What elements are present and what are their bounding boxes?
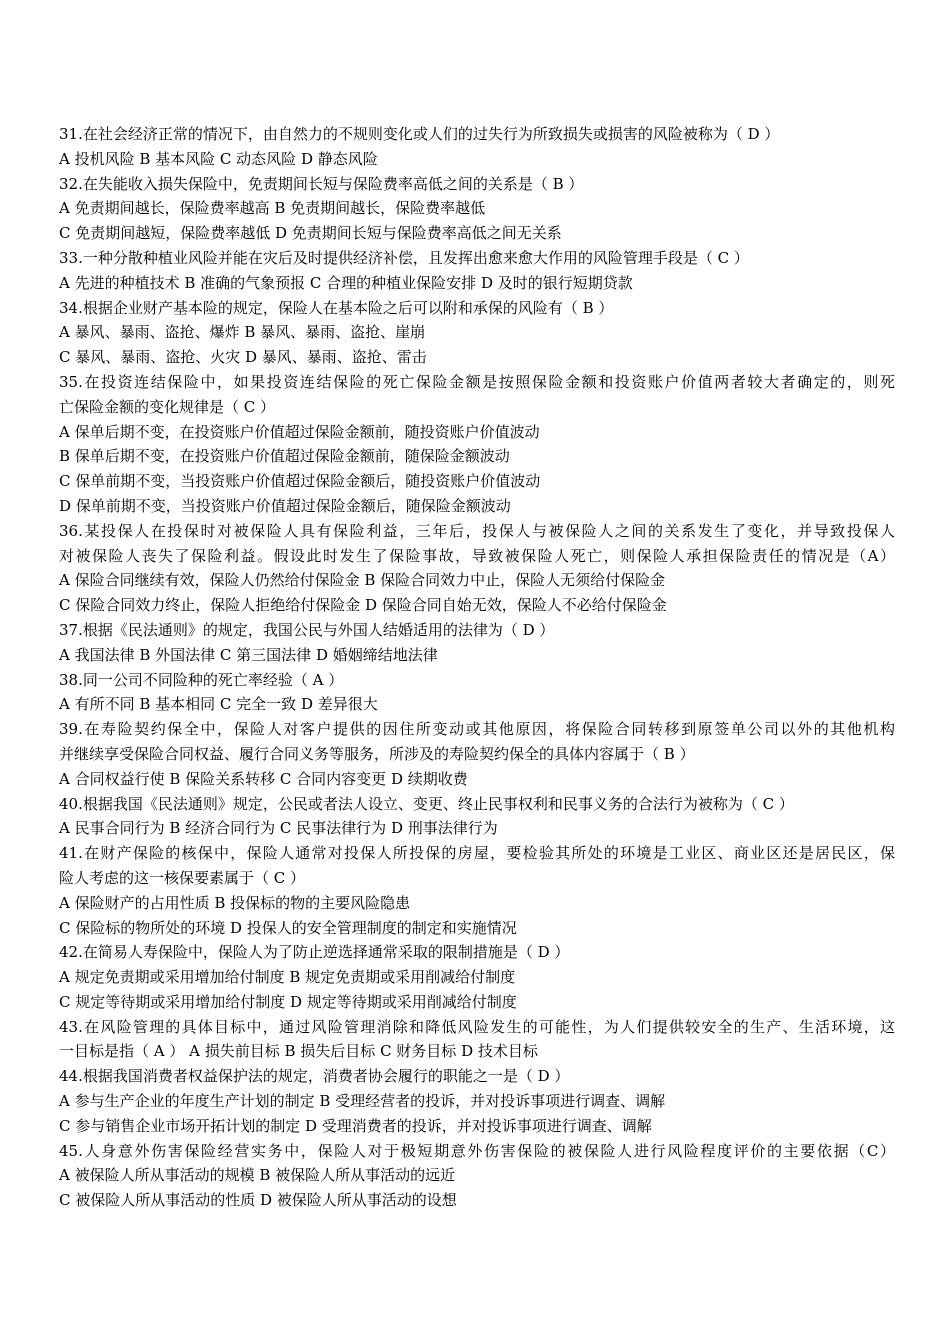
options-37: A 我国法律 B 外国法律 C 第三国法律 D 婚姻缔结地法律 [59, 645, 438, 664]
options-34-cd: C 暴风、暴雨、盗抢、火灾 D 暴风、暴雨、盗抢、雷击 [59, 348, 427, 367]
option-35-d: D 保单前期不变，当投资账户价值超过保险金额后，随保险金额波动 [59, 496, 511, 515]
options-32-cd: C 免责期间越短，保险费率越低 D 免责期间长短与保险费率高低之间无关系 [59, 224, 562, 243]
options-36-ab: A 保险合同继续有效，保险人仍然给付保险金 B 保险合同效力中止，保险人无须给付保险金 [59, 571, 666, 590]
question-40: 40.根据我国《民法通则》规定，公民或者法人设立、变更、终止民事权利和民事义务的合法行为被称为（ C ） [59, 794, 794, 813]
question-45: 45.人身意外伤害保险经营实务中，保险人对于极短期意外伤害保险的被保险人进行风险程度评价的主要依据（C） [59, 1141, 895, 1160]
question-34: 34.根据企业财产基本险的规定，保险人在基本险之后可以附和承保的风险有（ B ） [59, 298, 614, 317]
options-39: A 合同权益行使 B 保险关系转移 C 合同内容变更 D 续期收费 [59, 769, 468, 788]
options-31: A 投机风险 B 基本风险 C 动态风险 D 静态风险 [59, 149, 378, 168]
question-33: 33.一种分散种植业风险并能在灾后及时提供经济补偿，且发挥出愈来愈大作用的风险管理手段是（ C ） [59, 248, 749, 267]
options-42-ab: A 规定免责期或采用增加给付制度 B 规定免责期或采用削减给付制度 [59, 968, 516, 987]
question-35-part2: 亡保险金额的变化规律是（ C ） [59, 397, 276, 416]
options-45-ab: A 被保险人所从事活动的规模 B 被保险人所从事活动的远近 [59, 1166, 456, 1185]
options-45-cd: C 被保险人所从事活动的性质 D 被保险人所从事活动的设想 [59, 1191, 457, 1210]
options-42-cd: C 规定等待期或采用增加给付制度 D 规定等待期或采用削减给付制度 [59, 992, 517, 1011]
options-41-cd: C 保险标的物所处的环境 D 投保人的安全管理制度的制定和实施情况 [59, 918, 517, 937]
question-36-part1: 36.某投保人在投保时对被保险人具有保险利益，三年后，投保人与被保险人之间的关系发生了变化，并导致投保人 [59, 521, 895, 540]
options-38: A 有所不同 B 基本相同 C 完全一致 D 差异很大 [59, 695, 378, 714]
exam-page [59, 122, 895, 1213]
question-43-part2: 一目标是指（ A ） A 损失前目标 B 损失后目标 C 财务目标 D 技术目标 [59, 1042, 538, 1061]
options-33: A 先进的种植技术 B 准确的气象预报 C 合理的种植业保险安排 D 及时的银行短期贷款 [59, 273, 633, 292]
question-41-part2: 险人考虑的这一核保要素属于（ C ） [59, 868, 306, 887]
option-35-b: B 保单后期不变，在投资账户价值超过保险金额前，随保险金额波动 [59, 447, 510, 466]
options-34-ab: A 暴风、暴雨、盗抢、爆炸 B 暴风、暴雨、盗抢、崖崩 [59, 323, 426, 342]
options-41-ab: A 保险财产的占用性质 B 投保标的物的主要风险隐患 [59, 893, 411, 912]
question-39-part2: 并继续享受保险合同权益、履行合同义务等服务，所涉及的寿险契约保全的具体内容属于（ B ） [59, 744, 695, 763]
options-36-cd: C 保险合同效力终止，保险人拒绝给付保险金 D 保险合同自始无效，保险人不必给付保险金 [59, 596, 667, 615]
question-37: 37.根据《民法通则》的规定，我国公民与外国人结婚适用的法律为（ D ） [59, 620, 555, 639]
question-36-part2: 对被保险人丧失了保险利益。假设此时发生了保险事故，导致被保险人死亡，则保险人承担保险责任的情况是（A） [59, 546, 895, 565]
question-35-part1: 35.在投资连结保险中，如果投资连结保险的死亡保险金额是按照保险金额和投资账户价值两者较大者确定的，则死 [59, 372, 895, 391]
option-35-c: C 保单前期不变，当投资账户价值超过保险金额后，随投资账户价值波动 [59, 472, 541, 491]
question-39-part1: 39.在寿险契约保全中，保险人对客户提供的因住所变动或其他原因，将保险合同转移到原签单公司以外的其他机构 [59, 720, 895, 739]
options-44-cd: C 参与销售企业市场开拓计划的制定 D 受理消费者的投诉，并对投诉事项进行调查、调解 [59, 1116, 652, 1135]
options-40: A 民事合同行为 B 经济合同行为 C 民事法律行为 D 刑事法律行为 [59, 819, 498, 838]
options-32-ab: A 免责期间越长，保险费率越高 B 免责期间越长，保险费率越低 [59, 199, 486, 218]
question-31: 31.在社会经济正常的情况下，由自然力的不规则变化或人们的过失行为所致损失或损害的风险被称为（ D ） [59, 125, 780, 143]
question-38: 38.同一公司不同险种的死亡率经验（ A ） [59, 670, 344, 689]
options-44-ab: A 参与生产企业的年度生产计划的制定 B 受理经营者的投诉，并对投诉事项进行调查、调解 [59, 1092, 666, 1111]
option-35-a: A 保单后期不变，在投资账户价值超过保险金额前，随投资账户价值波动 [59, 422, 540, 441]
question-44: 44.根据我国消费者权益保护法的规定，消费者协会履行的职能之一是（ D ） [59, 1067, 570, 1086]
question-32: 32.在失能收入损失保险中，免责期间长短与保险费率高低之间的关系是（ B ） [59, 174, 584, 193]
question-43-part1: 43.在风险管理的具体目标中，通过风险管理消除和降低风险发生的可能性，为人们提供较安全的生产、生活环境，这 [59, 1017, 895, 1036]
question-41-part1: 41.在财产保险的核保中，保险人通常对投保人所投保的房屋，要检验其所处的环境是工业区、商业区还是居民区，保 [59, 844, 895, 863]
question-42: 42.在简易人寿保险中，保险人为了防止逆选择通常采取的限制措施是（ D ） [59, 943, 570, 962]
